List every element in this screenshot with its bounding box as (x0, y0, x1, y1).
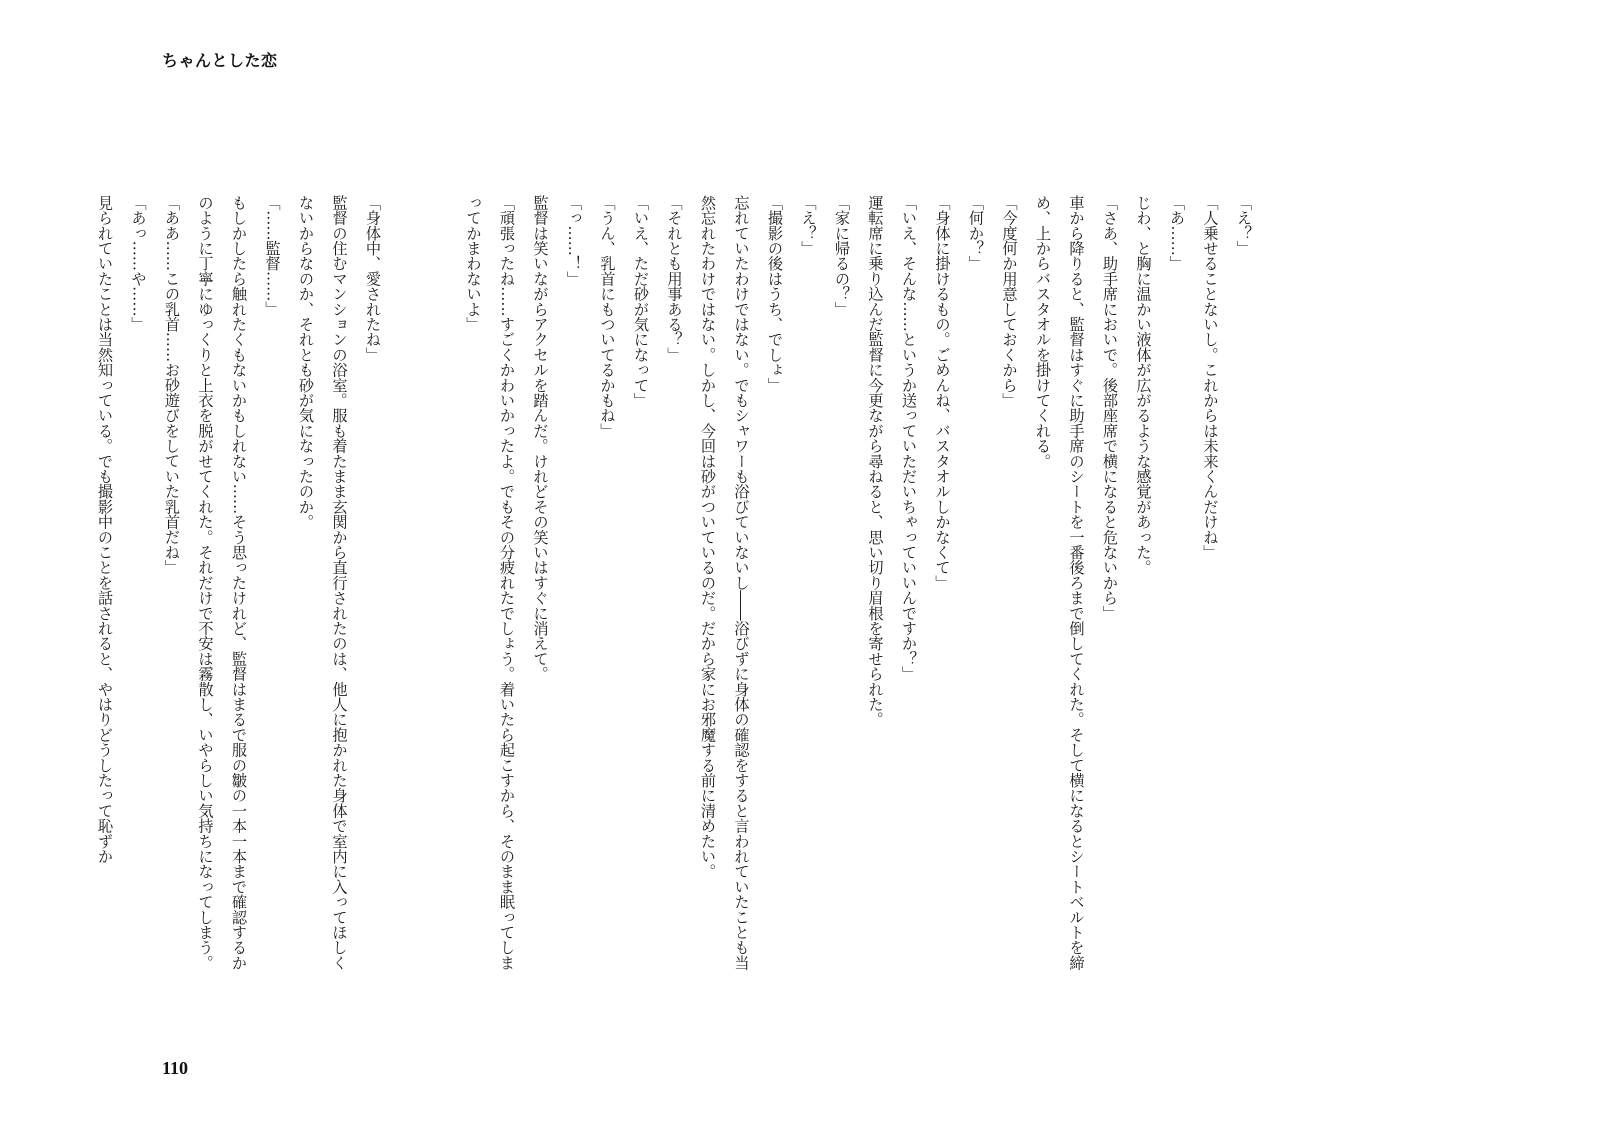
paragraph: 「あっ……や……」 (129, 195, 148, 332)
paragraph: 「っ……！」 (565, 195, 583, 287)
paragraph: 「あ……」 (1168, 195, 1186, 271)
paragraph: 「いえ、ただ砂が気になって」 (632, 195, 650, 408)
paragraph: 「撮影の後はうち、でしょ」 (766, 195, 784, 393)
paragraph: 監督の住むマンションの浴室。服も着たまま玄関から直行されたのは、他人に抱かれた身体で室内に入ってほしくないからなのか、それとも砂が気になったのか。 (297, 195, 349, 971)
paragraph: 「うん、乳首にもついてるかもね」 (598, 195, 617, 439)
paragraph: 忘れていたわけではない。でもシャワーも浴びていないし――浴びずに身体の確認をすると言われていたことも当然忘れたわけではない。しかし、今回は砂がついているのだ。だから家にお邪魔する前に清めたい。 (699, 195, 751, 971)
paragraph: 「身体中、愛されたね」 (364, 195, 382, 363)
paragraph: 監督は笑いながらアクセルを踏んだ。けれどその笑いはすぐに消えて。 (531, 195, 550, 682)
paragraph: 「ああ……この乳首……お砂遊びをしていた乳首だね」 (163, 195, 181, 575)
paragraph: 「頑張ったね……すごくかわいかったよ。でもその分疲れたでしょう。着いたら起こすから、そのまま眠ってしまってかまわないよ」 (464, 195, 516, 971)
paragraph: 「今度何か用意しておくから」 (1000, 195, 1019, 408)
paragraph: 「身体に掛けるもの。ごめんね、バスタオルしかなくて」 (933, 195, 952, 591)
paragraph: 「何か？」 (967, 195, 985, 271)
page-number: 110 (162, 1058, 189, 1078)
body-text (88, 195, 1261, 985)
paragraph: じわ、と胸に温かい液体が広がるような感覚があった。 (1134, 195, 1153, 575)
paragraph: 「……監督……」 (263, 195, 282, 317)
paragraph: 見られていたことは当然知っている。でも撮影中のことを話されると、やはりどうしたって恥ずか (96, 195, 114, 864)
paragraph: 「え？」 (799, 195, 818, 256)
paragraph: 「人乗せることないし。これからは未来くんだけね」 (1201, 195, 1220, 560)
blank-line (423, 195, 457, 985)
paragraph: 「え？」 (1235, 195, 1253, 256)
running-title: ちゃんとした恋 (162, 51, 278, 70)
paragraph: 「いえ、そんな……というか送っていただいちゃっていいんですか？」 (900, 195, 918, 682)
paragraph: 「さあ、助手席においで。後部座席で横になると危ないから」 (1101, 195, 1119, 621)
paragraph: 運転席に乗り込んだ監督に今更ながら尋ねると、思い切り眉根を寄せられた。 (866, 195, 885, 727)
blank-line (389, 195, 423, 985)
paragraph: 「それとも用事ある？」 (665, 195, 684, 363)
paragraph: 「家に帰るの？」 (833, 195, 851, 317)
paragraph: 車から降りると、監督はすぐに助手席のシートを一番後ろまで倒してくれた。そして横になるとシートベルトを締め、上からバスタオルを掛けてくれる。 (1034, 195, 1086, 971)
paragraph: もしかしたら触れたくもないかもしれない……そう思ったけれど、監督はまるで服の皺の一本一本まで確認するかのように丁寧にゆっくりと上衣を脱がせてくれた。それだけで不安は霧散し、いやらしい気持ちになってしまう。 (196, 195, 248, 971)
